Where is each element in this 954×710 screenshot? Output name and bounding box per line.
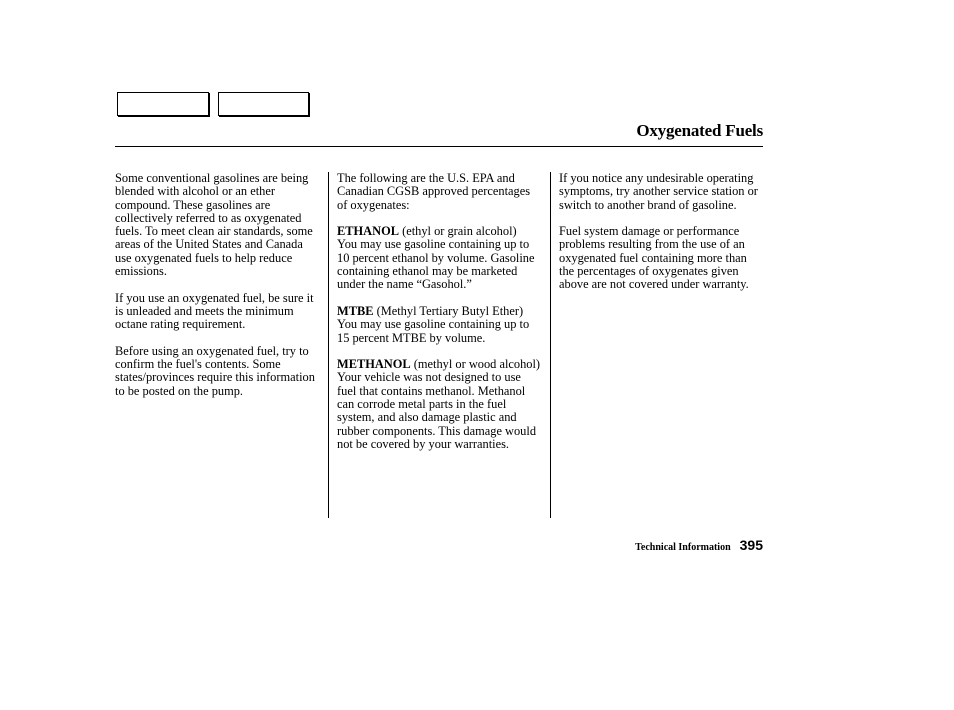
col1-paragraph-1: Some conventional gasolines are being blended with alcohol or an ether compound. These gasolines are collectively referred to as oxygenated fuels. To meet clean air standards, some areas of the United States and Canada use oxygenated fuels to help reduce emissions. [115, 171, 313, 279]
ethanol-body: You may use gasoline containing up to 10 percent ethanol by volume. Gasoline containing ethanol may be marketed under the name “Gasohol.” [337, 237, 535, 292]
methanol-term: METHANOL [337, 357, 411, 372]
col3-paragraph-1: If you notice any undesirable operating symptoms, try another service station or switch to another brand of gasoline. [559, 171, 758, 212]
column-1 [115, 172, 320, 411]
col3-paragraph-2: Fuel system damage or performance problems resulting from the use of an oxygenated fuel containing more than the percentages of oxygenates given above are not covered under warranty. [559, 224, 749, 292]
ethanol-term: ETHANOL [337, 224, 399, 239]
ethanol-entry [337, 225, 543, 291]
col1-paragraph-3: Before using an oxygenated fuel, try to confirm the fuel's contents. Some states/provinces require this information to be posted on the pump. [115, 343, 315, 398]
page-number: 395 [739, 537, 763, 553]
methanol-desc: (methyl or wood alcohol) [410, 357, 541, 372]
page-title: Oxygenated Fuels [636, 121, 763, 140]
column-divider-2 [550, 172, 551, 518]
nav-box-2[interactable] [218, 92, 309, 116]
col1-paragraph-2: If you use an oxygenated fuel, be sure it is unleaded and meets the minimum octane rating requirement. [115, 290, 314, 332]
mtbe-desc: (Methyl Tertiary Butyl Ether) [373, 303, 524, 318]
footer-section-title: Technical Information [635, 542, 731, 553]
mtbe-entry [337, 305, 543, 345]
ethanol-desc: (ethyl or grain alcohol) [398, 224, 517, 239]
mtbe-body: You may use gasoline containing up to 15 percent MTBE by volume. [337, 317, 530, 345]
column-3 [559, 172, 764, 305]
page-footer [635, 537, 763, 553]
column-divider-1 [328, 172, 329, 518]
methanol-body: Your vehicle was not designed to use fuel that contains methanol. Methanol can corrode metal parts in the fuel system, and also damage plastic and rubber components. This damage would not be covered by your warranties. [337, 370, 537, 451]
methanol-entry [337, 358, 543, 451]
col2-intro: The following are the U.S. EPA and Canadian CGSB approved percentages of oxygenates: [337, 171, 531, 212]
column-2 [337, 172, 543, 465]
title-rule [115, 146, 763, 147]
nav-box-1[interactable] [117, 92, 209, 116]
mtbe-term: MTBE [337, 303, 374, 318]
